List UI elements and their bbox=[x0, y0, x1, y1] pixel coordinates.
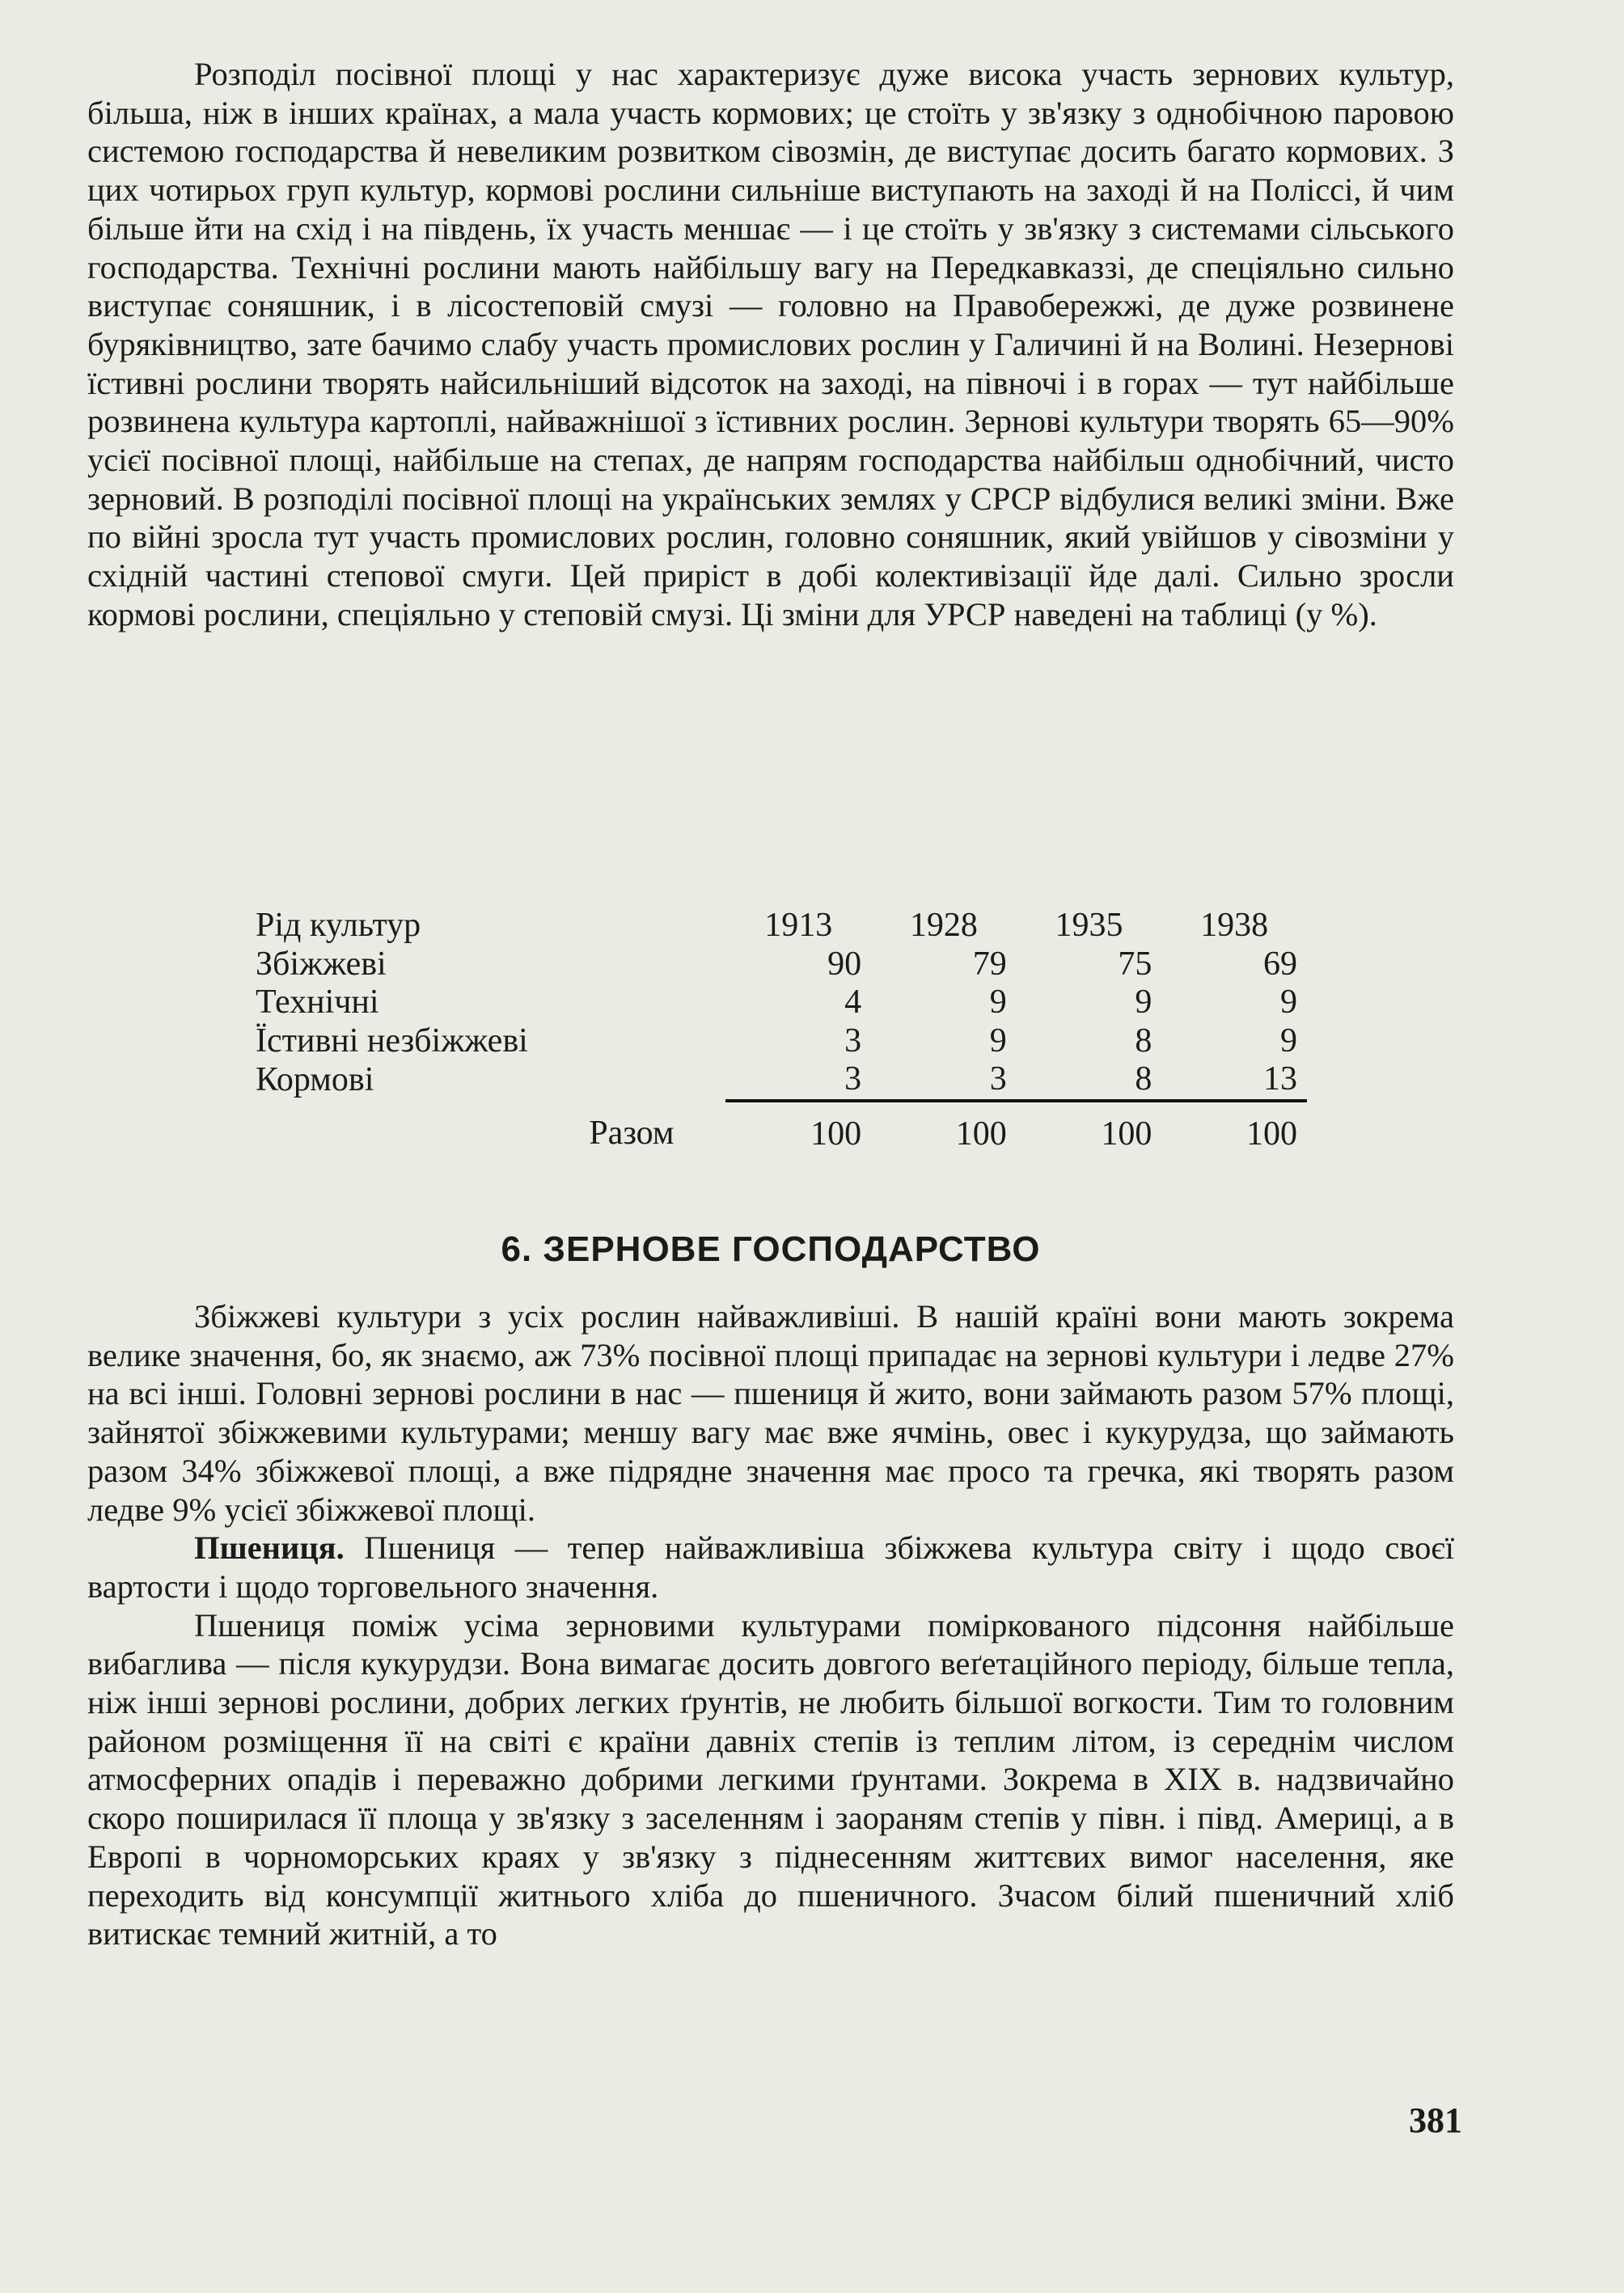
row-label: Технічні bbox=[256, 984, 379, 1021]
total-cell: 100 bbox=[1101, 1115, 1152, 1153]
page-number: 381 bbox=[1409, 2101, 1462, 2140]
section-heading: 6. ЗЕРНОВЕ ГОСПОДАРСТВО bbox=[501, 1229, 1041, 1269]
table-header-label: Рід культур bbox=[256, 907, 421, 944]
table-row bbox=[256, 1022, 1307, 1061]
paragraph bbox=[87, 1606, 1454, 1953]
cell: 75 bbox=[1118, 945, 1152, 983]
cell: 3 bbox=[871, 1060, 1017, 1101]
paragraph bbox=[87, 1297, 1454, 1529]
table-header-row bbox=[256, 907, 1307, 946]
table-total-row bbox=[256, 1101, 1307, 1154]
cell: 8 bbox=[1135, 1022, 1152, 1060]
table-row bbox=[256, 946, 1307, 984]
cell: 9 bbox=[1280, 1022, 1297, 1060]
paragraph: Розподіл посівної площі у нас характеризує дуже висока участь зернових культур, більша, ніж в інших країнах, а мала участь кормових; це стоїть у зв'язку з однобічною паровою системою господарства й невеликим розвитком сівозмін, де виступає досить багато кормових. З цих чотирьох груп культур, кормові рослини сильніше виступають на заході й на Поліссі, й чим більше йти на схід і на південь, їх участь меншає — і це стоїть у зв'язку з системами сільського господарства. Технічні рослини мають найбільшу вагу на Передкавказзі, де спеціяльно сильно виступає соняшник, і в лісостеповій смузі — головно на Правобережжі, де дуже розвинене буряківництво, зате бачимо слабу участь промислових рослин у Галичині й на Волині. Незернові їстивні рослини творять найсильніший відсоток на заході, на півночі і в горах — тут найбільше розвинена культура картоплі, найважнішої з їстивних рослин. Зернові культури творять 65—90% усієї посівної площі, найбільше на степах, де напрям господарства найбільш однобічний, чисто зерновий. В розподілі посівної площі на українських землях у СРСР відбулися великі зміни. Вже по війні зросла тут участь промислових рослин, головно соняшник, який увійшов у сівозміни у східній частині степової смуги. Цей приріст в добі колективізації йде далі. Сильно зросли кормові рослини, спеціяльно у степовій смузі. Ці зміни для УРСР наведені на таблиці (у %). bbox=[87, 56, 1454, 632]
cell: 69 bbox=[1263, 945, 1297, 983]
cell: 9 bbox=[1135, 984, 1152, 1021]
cell: 9 bbox=[1280, 984, 1297, 1021]
paragraph-text: Пшениця — тепер найважливіша збіжжева культура світу і щодо своєї вартости і щодо торговельного значення. bbox=[87, 1529, 1454, 1605]
cell: 3 bbox=[844, 1022, 862, 1060]
table-header-year: 1913 bbox=[764, 907, 833, 944]
cell: 13 bbox=[1161, 1060, 1307, 1101]
cell: 9 bbox=[989, 984, 1007, 1021]
paragraph-lead: Пшениця. bbox=[194, 1529, 345, 1567]
cell: 3 bbox=[725, 1060, 871, 1101]
paragraph-text: Збіжжеві культури з усіх рослин найважливіші. В нашій країні вони мають зокрема велике значення, бо, як знаємо, аж 73% посівної площі припадає на зернові культури і ледве 27% на всі інші. Головні зернові рослини в нас — пшениця й жито, вони займають разом 57% площі, зайнятої збіжжевими культурами; меншу вагу має вже ячмінь, овес і кукурудза, що займають разом 34% збіжжевої площі, а вже підрядне значення має просо та гречка, які творять разом ледве 9% усієї збіжжевої площі. bbox=[87, 1298, 1454, 1528]
crop-table bbox=[256, 907, 1307, 1153]
table-row bbox=[256, 984, 1307, 1022]
cell: 8 bbox=[1017, 1060, 1162, 1101]
paragraph bbox=[87, 1529, 1454, 1606]
crop-share-table bbox=[256, 907, 1307, 1153]
total-cell: 100 bbox=[955, 1115, 1007, 1153]
cell: 79 bbox=[972, 945, 1007, 983]
intro-paragraph-block bbox=[87, 55, 1454, 634]
row-label: Їстивні незбіжжеві bbox=[256, 1022, 528, 1060]
table-row bbox=[256, 1060, 1307, 1101]
table-header-year: 1935 bbox=[1055, 907, 1123, 944]
total-cell: 100 bbox=[1246, 1115, 1297, 1153]
total-cell: 100 bbox=[810, 1115, 862, 1153]
section-body bbox=[87, 1297, 1454, 1953]
paragraph-text: Пшениця поміж усіма зерновими культурами поміркованого підсоння найбільше вибаглива — після кукурудзи. Вона вимагає досить довгого веґетаційного періоду, більше тепла, ніж інші зернові рослини, добрих легких ґрунтів, не любить більшої вогкости. Тим то головним районом розміщення її на світі є країни давніх степів із теплим літом, із середнім числом атмосферних опадів і переважно добрими легкими ґрунтами. Зокрема в XIX в. надзвичайно скоро поширилася її площа у зв'язку з заселенням і заораням степів у півн. і півд. Америці, а в Европі в чорноморських краях у зв'язку з піднесенням життєвих вимог населення, яке переходить від консумпції житнього хліба до пшеничного. Зчасом білий пшеничний хліб витискає темний житній, а то bbox=[87, 1606, 1454, 1952]
cell: 90 bbox=[827, 945, 862, 983]
table-header-year: 1938 bbox=[1200, 907, 1269, 944]
cell: 4 bbox=[844, 984, 862, 1021]
total-label: Разом bbox=[589, 1114, 675, 1152]
row-label: Кормові bbox=[256, 1061, 374, 1098]
table-header-year: 1928 bbox=[909, 907, 978, 944]
cell: 9 bbox=[989, 1022, 1007, 1060]
row-label: Збіжжеві bbox=[256, 945, 387, 983]
